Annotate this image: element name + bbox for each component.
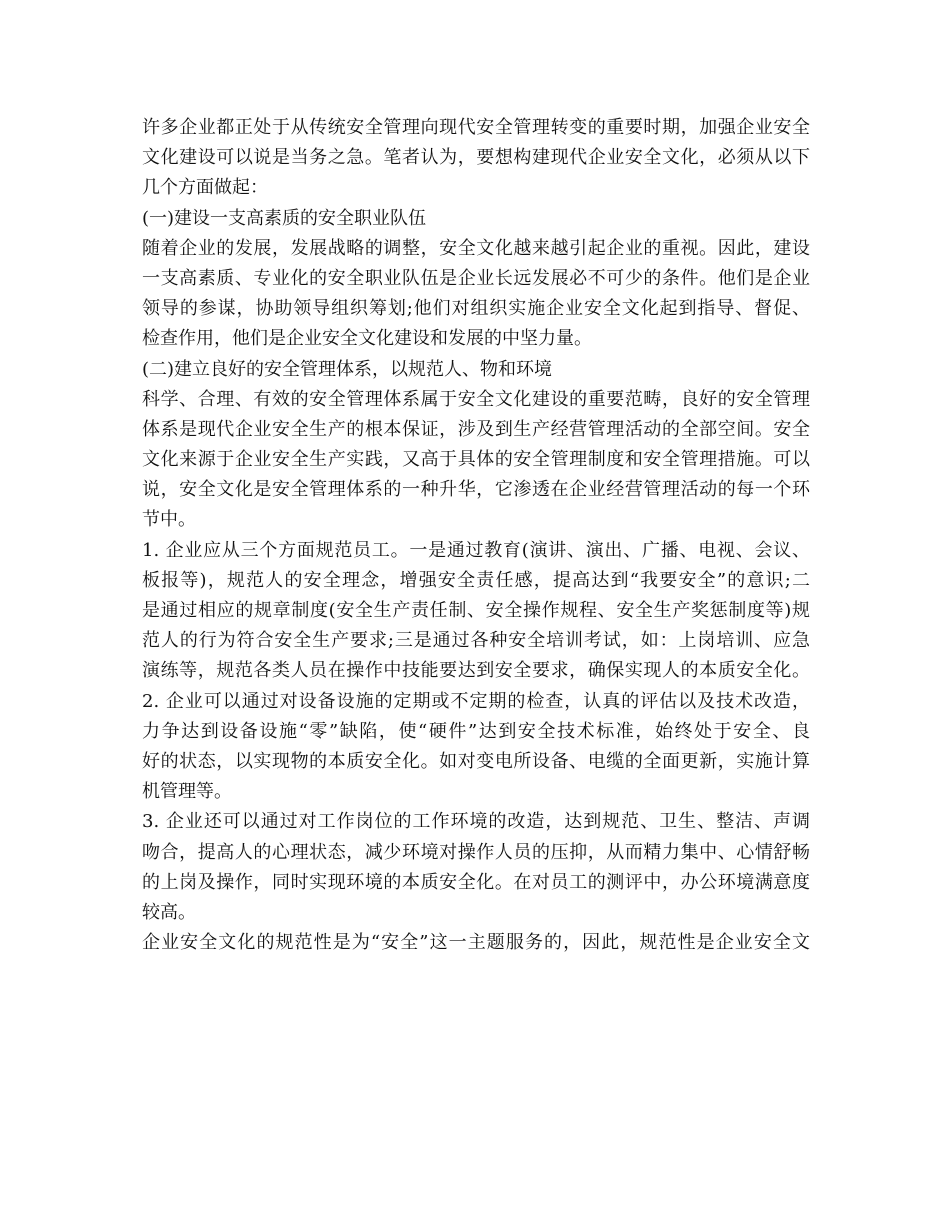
text-line: 3. 企业还可以通过对工作岗位的工作环境的改造，达到规范、卫生、整洁、声调 bbox=[142, 811, 810, 833]
text-line: 好的状态，以实现物的本质安全化。如对变电所设备、电缆的全面更新，实施计算 bbox=[142, 750, 810, 772]
text-line: 说，安全文化是安全管理体系的一种升华，它渗透在企业经营管理活动的每一个环 bbox=[142, 479, 810, 501]
text-line: 力争达到设备设施“零”缺陷，使“硬件”达到安全技术标准，始终处于安全、良 bbox=[142, 720, 810, 742]
text-line: 板报等)，规范人的安全理念，增强安全责任感，提高达到“我要安全”的意识;二 bbox=[142, 569, 810, 591]
text-line: (一)建设一支高素质的安全职业队伍 bbox=[142, 207, 427, 229]
text-line: 检查作用，他们是企业安全文化建设和发展的中坚力量。 bbox=[142, 328, 592, 350]
text-line: 1. 企业应从三个方面规范员工。一是通过教育(演讲、演出、广播、电视、会议、 bbox=[142, 539, 810, 561]
text-line: 一支高素质、专业化的安全职业队伍是企业长远发展必不可少的条件。他们是企业 bbox=[142, 267, 810, 289]
text-line: 文化来源于企业安全生产实践，又高于具体的安全管理制度和安全管理措施。可以 bbox=[142, 449, 810, 471]
text-line: (二)建立良好的安全管理体系，以规范人、物和环境 bbox=[142, 358, 553, 380]
text-line: 企业安全文化的规范性是为“安全”这一主题服务的，因此，规范性是企业安全文 bbox=[142, 932, 810, 954]
text-line: 演练等，规范各类人员在操作中技能要达到安全要求，确保实现人的本质安全化。 bbox=[142, 660, 810, 682]
body-text bbox=[142, 113, 810, 958]
text-line: 许多企业都正处于从传统安全管理向现代安全管理转变的重要时期，加强企业安全 bbox=[142, 117, 810, 138]
text-line: 随着企业的发展，发展战略的调整，安全文化越来越引起企业的重视。因此，建设 bbox=[142, 237, 810, 259]
text-line: 科学、合理、有效的安全管理体系属于安全文化建设的重要范畴，良好的安全管理 bbox=[142, 388, 810, 410]
text-line: 体系是现代企业安全生产的根本保证，涉及到生产经营管理活动的全部空间。安全 bbox=[142, 418, 810, 440]
text-line: 领导的参谋，协助领导组织筹划;他们对组织实施企业安全文化起到指导、督促、 bbox=[142, 298, 810, 320]
text-line: 吻合，提高人的心理状态，减少环境对操作人员的压抑，从而精力集中、心情舒畅 bbox=[142, 841, 810, 863]
text-line: 范人的行为符合安全生产要求;三是通过各种安全培训考试，如：上岗培训、应急 bbox=[142, 630, 810, 652]
text-line: 是通过相应的规章制度(安全生产责任制、安全操作规程、安全生产奖惩制度等)规 bbox=[142, 600, 810, 621]
text-line: 文化建设可以说是当务之急。笔者认为，要想构建现代企业安全文化，必须从以下 bbox=[142, 147, 810, 169]
text-line: 几个方面做起： bbox=[142, 177, 268, 199]
text-line: 节中。 bbox=[142, 509, 196, 531]
text-line: 机管理等。 bbox=[142, 781, 232, 803]
text-line: 较高。 bbox=[142, 901, 196, 923]
text-line: 2. 企业可以通过对设备设施的定期或不定期的检查，认真的评估以及技术改造， bbox=[142, 690, 810, 712]
text-line: 的上岗及操作，同时实现环境的本质安全化。在对员工的测评中，办公环境满意度 bbox=[142, 871, 810, 893]
